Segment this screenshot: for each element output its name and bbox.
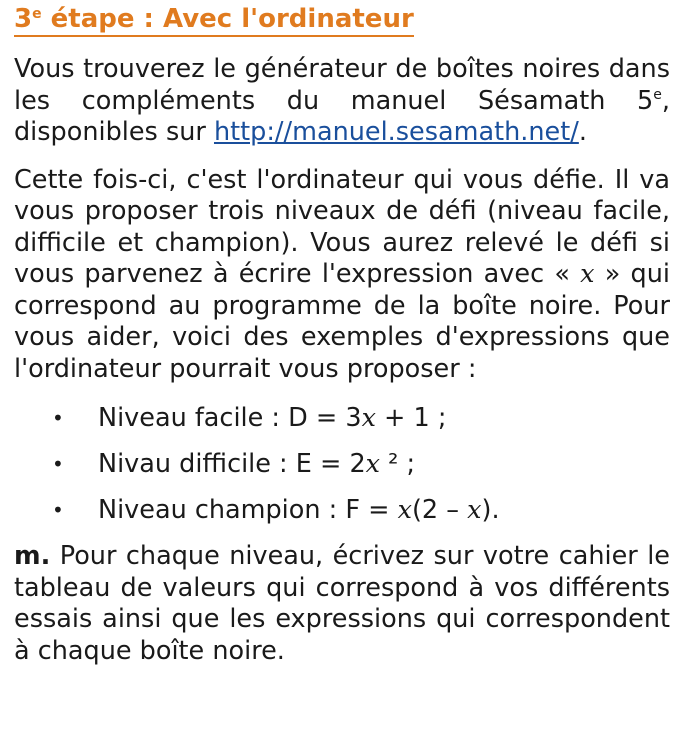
heading-text: étape : Avec l'ordinateur: [41, 4, 414, 34]
intro-text-before: Vous trouverez le générateur de boîtes noires dans les compléments du manuel Sésamath 5: [14, 54, 670, 116]
variable-x: x: [361, 403, 376, 433]
level-label: Nivau difficile : E = 2: [98, 449, 366, 479]
challenge-text-before: Cette fois-ci, c'est l'ordinateur qui vous défie. Il va vous proposer trois niveaux de défi (niveau facile, difficile et champion). Vous aurez relevé le défi si vous parvenez à écrire l'expression avec «: [14, 164, 670, 289]
question-paragraph: [14, 541, 670, 667]
intro-paragraph: [14, 54, 670, 149]
intro-text-middle: , disponibles sur: [14, 85, 670, 147]
document-page: [14, 4, 670, 667]
question-text: Pour chaque niveau, écrivez sur votre cahier le tableau de valeurs qui correspond à vos différents essais ainsi que les expressions qui correspondent à chaque boîte noire.: [14, 541, 670, 666]
level-middle: (2 –: [411, 495, 468, 525]
variable-x: x: [467, 495, 482, 525]
challenge-text-after: » qui correspond au programme de la boîte noire. Pour vous aider, voici des exemples d'expressions que l'ordinateur pourrait vous proposer :: [14, 259, 670, 384]
level-rest: + 1 ;: [375, 403, 447, 433]
variable-x: x: [397, 495, 412, 525]
intro-text-after: .: [578, 117, 587, 147]
level-rest: ² ;: [380, 449, 416, 479]
level-label: Niveau facile : D = 3: [98, 403, 362, 433]
list-item-champion: [14, 495, 670, 526]
challenge-paragraph: [14, 165, 670, 386]
variable-x: x: [580, 259, 595, 289]
section-heading: [14, 4, 414, 37]
list-item-difficult: [14, 449, 670, 480]
variable-x: x: [365, 449, 381, 479]
level-label: Niveau champion : F =: [98, 495, 398, 525]
level-rest: ).: [481, 495, 500, 525]
levels-list: [14, 403, 670, 526]
question-label: m.: [14, 541, 51, 571]
intro-ordinal: e: [653, 86, 662, 103]
bullet-icon: •: [52, 452, 64, 476]
heading-ordinal: e: [32, 6, 42, 22]
bullet-icon: •: [52, 498, 64, 522]
sesamath-link[interactable]: http://manuel.sesamath.net/: [213, 117, 579, 147]
bullet-icon: •: [52, 406, 64, 430]
list-item-easy: [14, 403, 670, 434]
heading-number: 3: [14, 4, 33, 34]
